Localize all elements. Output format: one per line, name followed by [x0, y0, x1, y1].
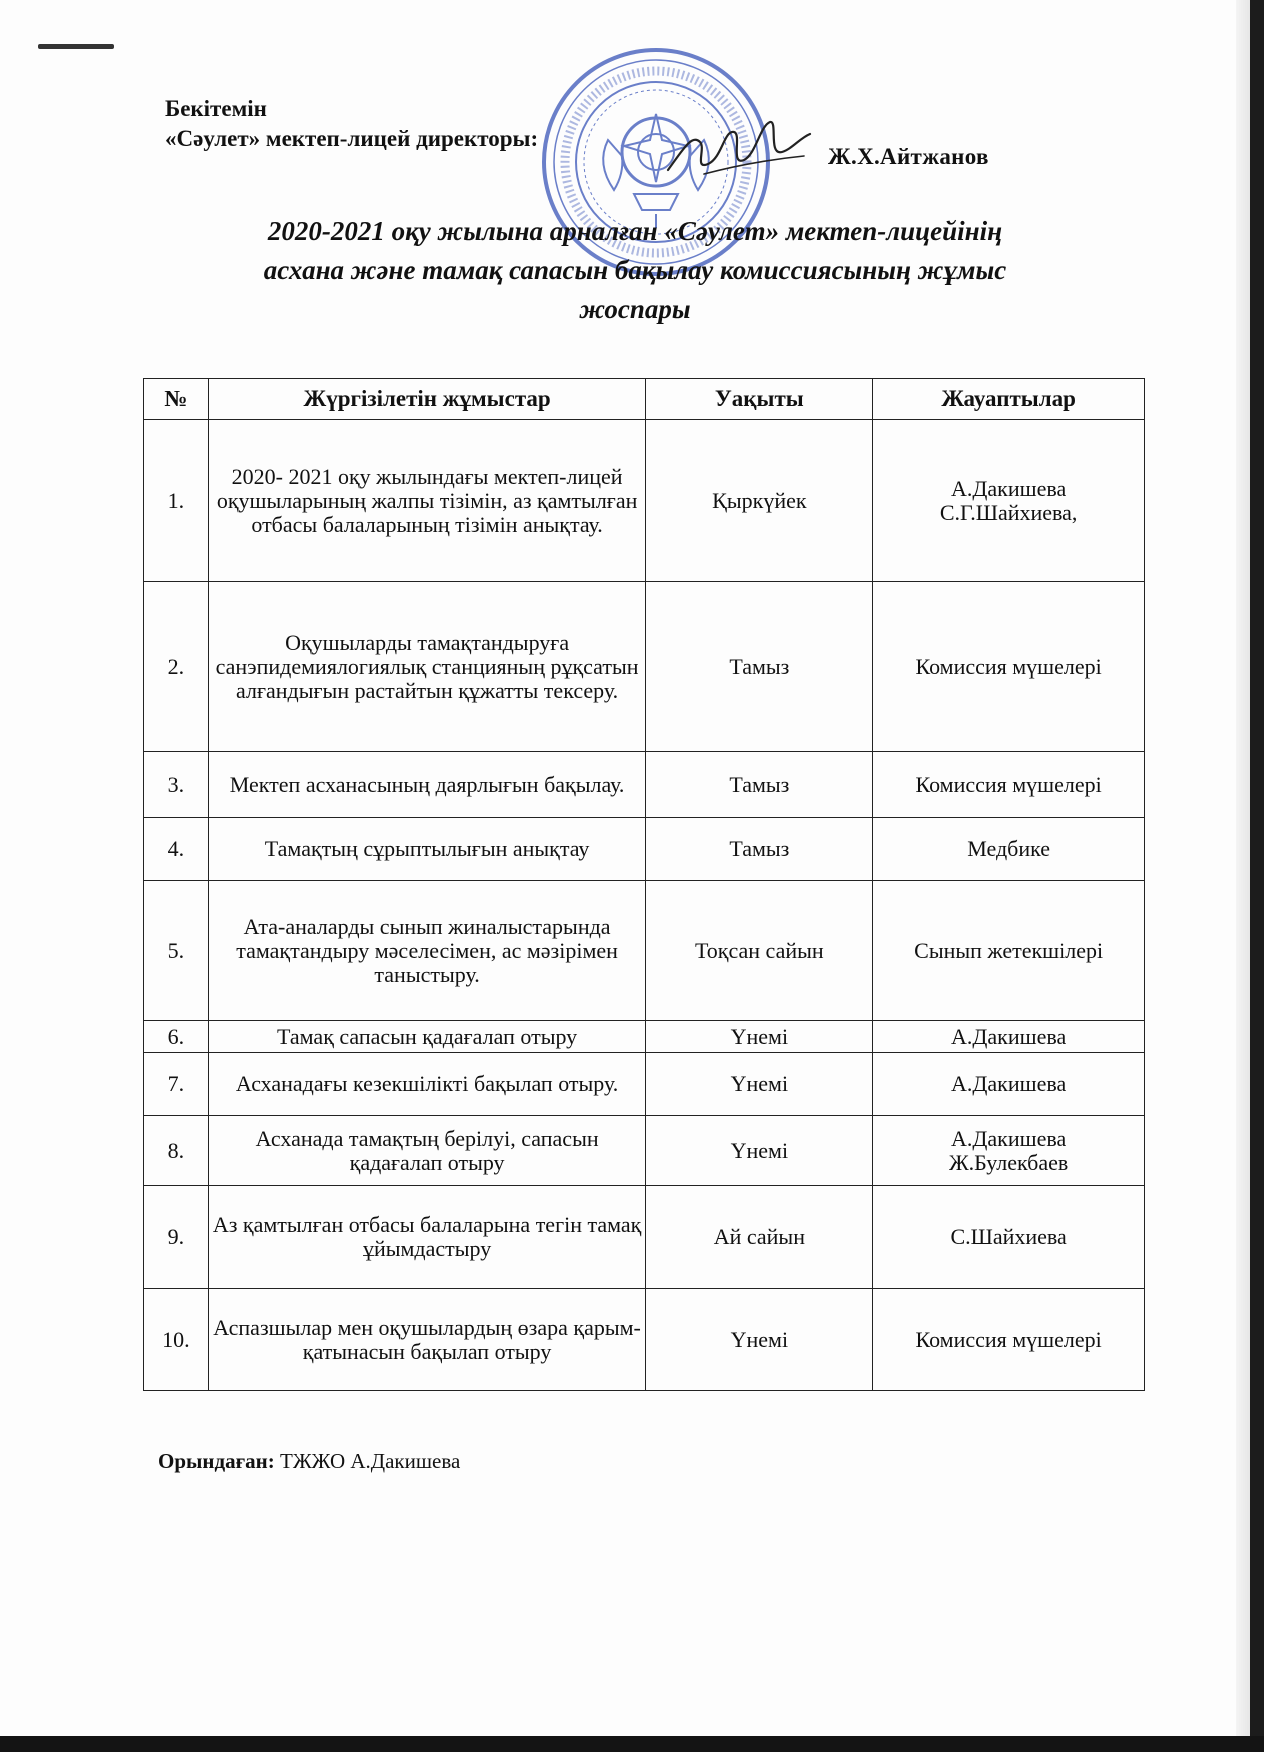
header-responsible: Жауаптылар [873, 379, 1145, 420]
row-task: Асханадағы кезекшілікті бақылап отыру. [208, 1053, 646, 1116]
scan-mark [38, 44, 114, 49]
row-responsible [873, 420, 1145, 582]
responsible-name: А.Дакишева [951, 1071, 1067, 1096]
row-number: 3. [144, 752, 209, 818]
responsible-name: Медбике [967, 836, 1051, 861]
row-number: 1. [144, 420, 209, 582]
row-time: Тамыз [646, 752, 873, 818]
row-task: Асханада тамақтың берілуі, сапасын қадағалап отыру [208, 1116, 646, 1186]
row-time: Үнемі [646, 1116, 873, 1186]
row-responsible [873, 818, 1145, 881]
approval-heading: Бекітемін [165, 96, 267, 121]
row-task: Оқушыларды тамақтандыруға санэпидемиялогиялық станцияның рұқсатын алғандығын растайтын құжатты тексеру. [208, 582, 646, 752]
table-row [144, 1053, 1145, 1116]
executor-label: Орындаған: [158, 1449, 275, 1473]
row-task: Ата-аналарды сынып жиналыстарында тамақтандыру мәселесімен, ас мәзірімен таныстыру. [208, 881, 646, 1021]
title-line-2: асхана және тамақ сапасын бақылау комиссиясының жұмыс [263, 255, 1007, 285]
row-responsible [873, 1116, 1145, 1186]
table-row [144, 1116, 1145, 1186]
responsible-name: Сынып жетекшілері [914, 937, 1104, 963]
row-responsible [873, 1053, 1145, 1116]
row-time: Тамыз [646, 582, 873, 752]
table-row [144, 420, 1145, 582]
row-number: 5. [144, 881, 209, 1021]
approval-position: «Сәулет» мектеп-лицей директоры: [165, 126, 539, 151]
row-number: 2. [144, 582, 209, 752]
responsible-name: Комиссия мүшелері [915, 771, 1102, 797]
row-time: Ай сайын [646, 1186, 873, 1289]
row-responsible [873, 582, 1145, 752]
row-task: Мектеп асханасының даярлығын бақылау. [208, 752, 646, 818]
header-number: № [144, 379, 209, 420]
responsible-name: С.Шайхиева [950, 1224, 1067, 1249]
table-row [144, 1289, 1145, 1391]
row-task: Аз қамтылған отбасы балаларына тегін тамақ ұйымдастыру [208, 1186, 646, 1289]
document-title [160, 212, 1110, 329]
row-time: Үнемі [646, 1053, 873, 1116]
row-responsible [873, 752, 1145, 818]
responsible-name: Комиссия мүшелері [915, 653, 1102, 679]
header-tasks: Жүргізілетін жұмыстар [208, 379, 646, 420]
row-number: 6. [144, 1021, 209, 1053]
row-responsible [873, 1289, 1145, 1391]
row-number: 8. [144, 1116, 209, 1186]
row-task: Тамақтың сұрыптылығын анықтау [208, 818, 646, 881]
row-responsible [873, 1186, 1145, 1289]
row-responsible [873, 881, 1145, 1021]
signature-icon [664, 108, 814, 188]
page-edge-shadow [1236, 0, 1250, 1736]
row-task: Тамақ сапасын қадағалап отыру [208, 1021, 646, 1053]
row-number: 7. [144, 1053, 209, 1116]
responsible-name: А.Дакишева [951, 475, 1067, 501]
work-plan-table [143, 378, 1145, 1391]
table-header-row [144, 379, 1145, 420]
table-row [144, 1021, 1145, 1053]
row-task: 2020- 2021 оқу жылындағы мектеп-лицей оқушыларының жалпы тізімін, аз қамтылған отбасы балаларының тізімін анықтау. [208, 420, 646, 582]
header-time: Уақыты [646, 379, 873, 420]
row-time: Үнемі [646, 1289, 873, 1391]
responsible-name: Комиссия мүшелері [915, 1326, 1102, 1352]
row-responsible [873, 1021, 1145, 1053]
scan-border [0, 1736, 1264, 1752]
row-number: 9. [144, 1186, 209, 1289]
responsible-name: А.Дакишева [951, 1125, 1067, 1151]
table-row [144, 1186, 1145, 1289]
title-line-1: 2020-2021 оқу жылына арналған «Сәулет» мектеп-лицейінің [267, 216, 1003, 246]
executor-name: ТЖЖО А.Дакишева [280, 1449, 461, 1473]
row-number: 4. [144, 818, 209, 881]
table-row [144, 752, 1145, 818]
responsible-name: Ж.Булекбаев [948, 1149, 1069, 1175]
row-time: Тамыз [646, 818, 873, 881]
table-row [144, 582, 1145, 752]
row-number: 10. [144, 1289, 209, 1391]
responsible-name: А.Дакишева [951, 1023, 1067, 1049]
table-row [144, 818, 1145, 881]
row-time: Үнемі [646, 1021, 873, 1053]
responsible-name: С.Г.Шайхиева, [939, 499, 1078, 525]
title-line-3: жоспары [579, 294, 691, 324]
table-row [144, 881, 1145, 1021]
row-task: Аспазшылар мен оқушылардың өзара қарым-қатынасын бақылап отыру [208, 1289, 646, 1391]
executor-line [158, 1449, 460, 1474]
director-name: Ж.Х.Айтжанов [828, 144, 989, 169]
row-time: Қыркүйек [646, 420, 873, 582]
row-time: Тоқсан сайын [646, 881, 873, 1021]
